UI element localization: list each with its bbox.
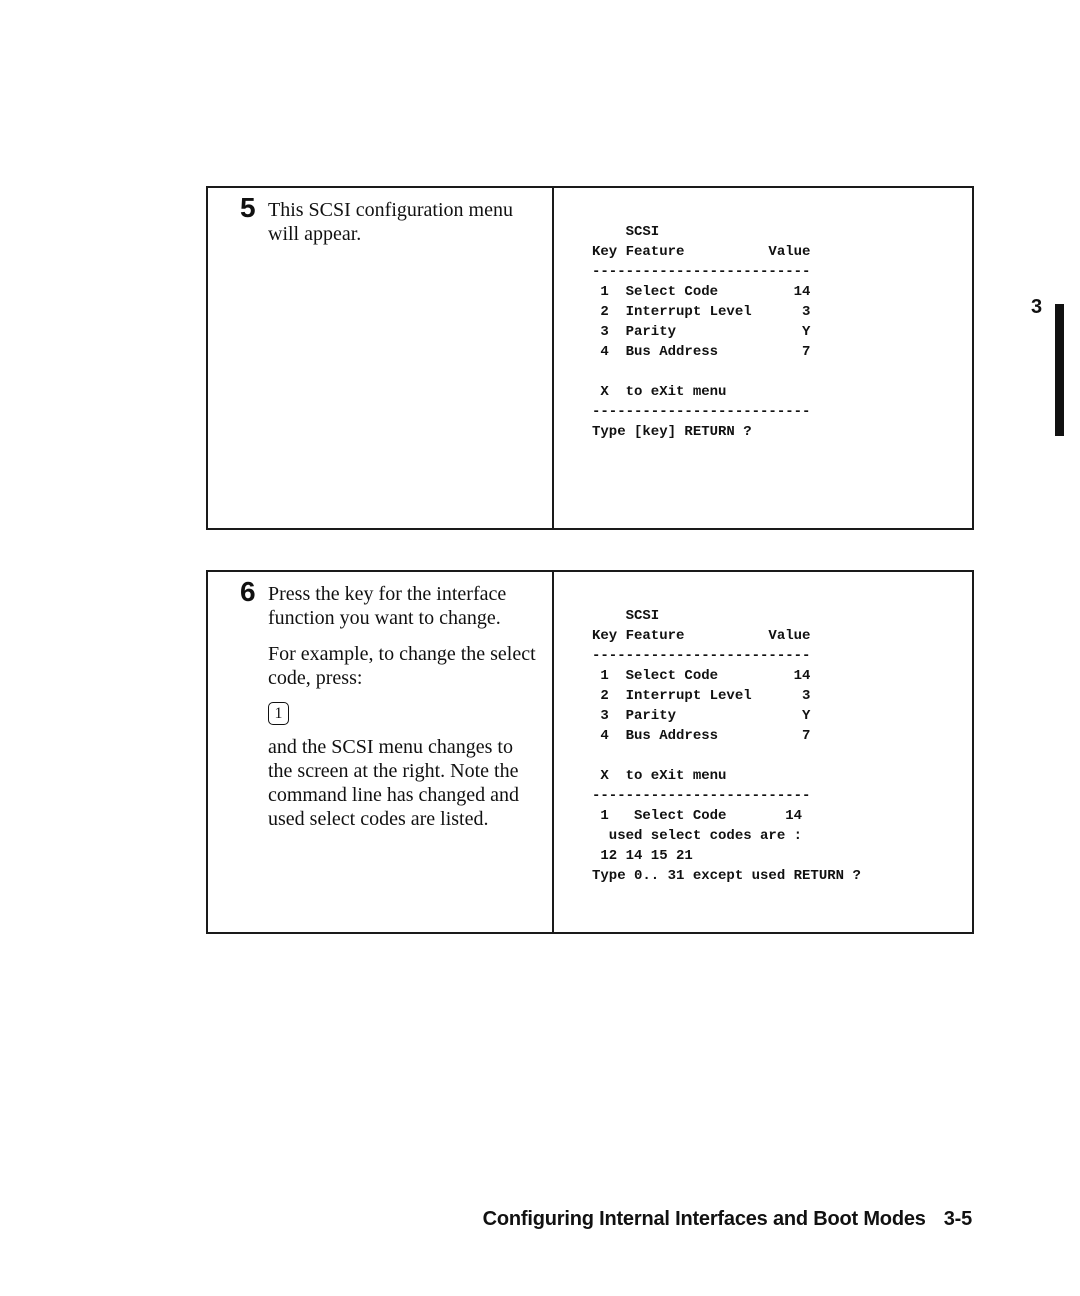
step-6-result: and the SCSI menu changes to the screen at the right. Note the command line has changed and used select codes are listed. (268, 736, 520, 830)
screen-line (592, 362, 810, 382)
screen-line: 1 Select Code 14 (592, 668, 811, 684)
step-5-screen-cell (554, 188, 972, 528)
screen-line: used select codes are : (592, 828, 803, 844)
screen-line: Type 0.. 31 except used RETURN ? (592, 868, 861, 884)
step-number: 5 (240, 192, 256, 223)
step-6-description-cell (208, 572, 554, 932)
screen-line: X to eXit menu (592, 384, 727, 400)
screen-line: 1 Select Code 14 (592, 808, 803, 824)
screen-line: X to eXit menu (592, 768, 727, 784)
chapter-tab-bar (1055, 304, 1064, 436)
screen-line: 2 Interrupt Level 3 (592, 304, 811, 320)
step-6-table (206, 570, 974, 934)
screen-line: 2 Interrupt Level 3 (592, 688, 811, 704)
page-number: 3-5 (943, 1208, 972, 1230)
chapter-tab-number: 3 (1031, 296, 1043, 318)
screen-line: 3 Parity Y (592, 708, 811, 724)
screen-line: Key Feature Value (592, 628, 811, 644)
step-6-instruction: Press the key for the interface function you want to change. (268, 583, 507, 629)
screen-line: SCSI (592, 608, 660, 624)
screen-line: -------------------------- (592, 264, 811, 280)
screen-line (592, 746, 861, 766)
scsi-select-code-screen (592, 606, 861, 886)
screen-line: SCSI (592, 224, 660, 240)
screen-line: -------------------------- (592, 404, 811, 420)
screen-line: -------------------------- (592, 788, 811, 804)
screen-line: 12 14 15 21 (592, 848, 693, 864)
screen-line: 3 Parity Y (592, 324, 811, 340)
screen-line: -------------------------- (592, 648, 811, 664)
screen-line: 4 Bus Address 7 (592, 344, 811, 360)
step-5-description-cell (208, 188, 554, 528)
scsi-menu-screen (592, 222, 810, 442)
screen-line: Key Feature Value (592, 244, 811, 260)
step-6-example: For example, to change the select code, press: (268, 643, 536, 689)
screen-line: 4 Bus Address 7 (592, 728, 811, 744)
screen-line: Type [key] RETURN ? (592, 424, 752, 440)
step-number: 6 (240, 576, 256, 607)
key-1-icon: 1 (268, 702, 289, 725)
screen-line: 1 Select Code 14 (592, 284, 811, 300)
footer-title: Configuring Internal Interfaces and Boot Modes (482, 1208, 926, 1230)
step-6-screen-cell (554, 572, 972, 932)
page-footer (483, 1208, 972, 1231)
step-5-table (206, 186, 974, 530)
step-5-text: This SCSI configuration menu will appear. (268, 199, 513, 245)
